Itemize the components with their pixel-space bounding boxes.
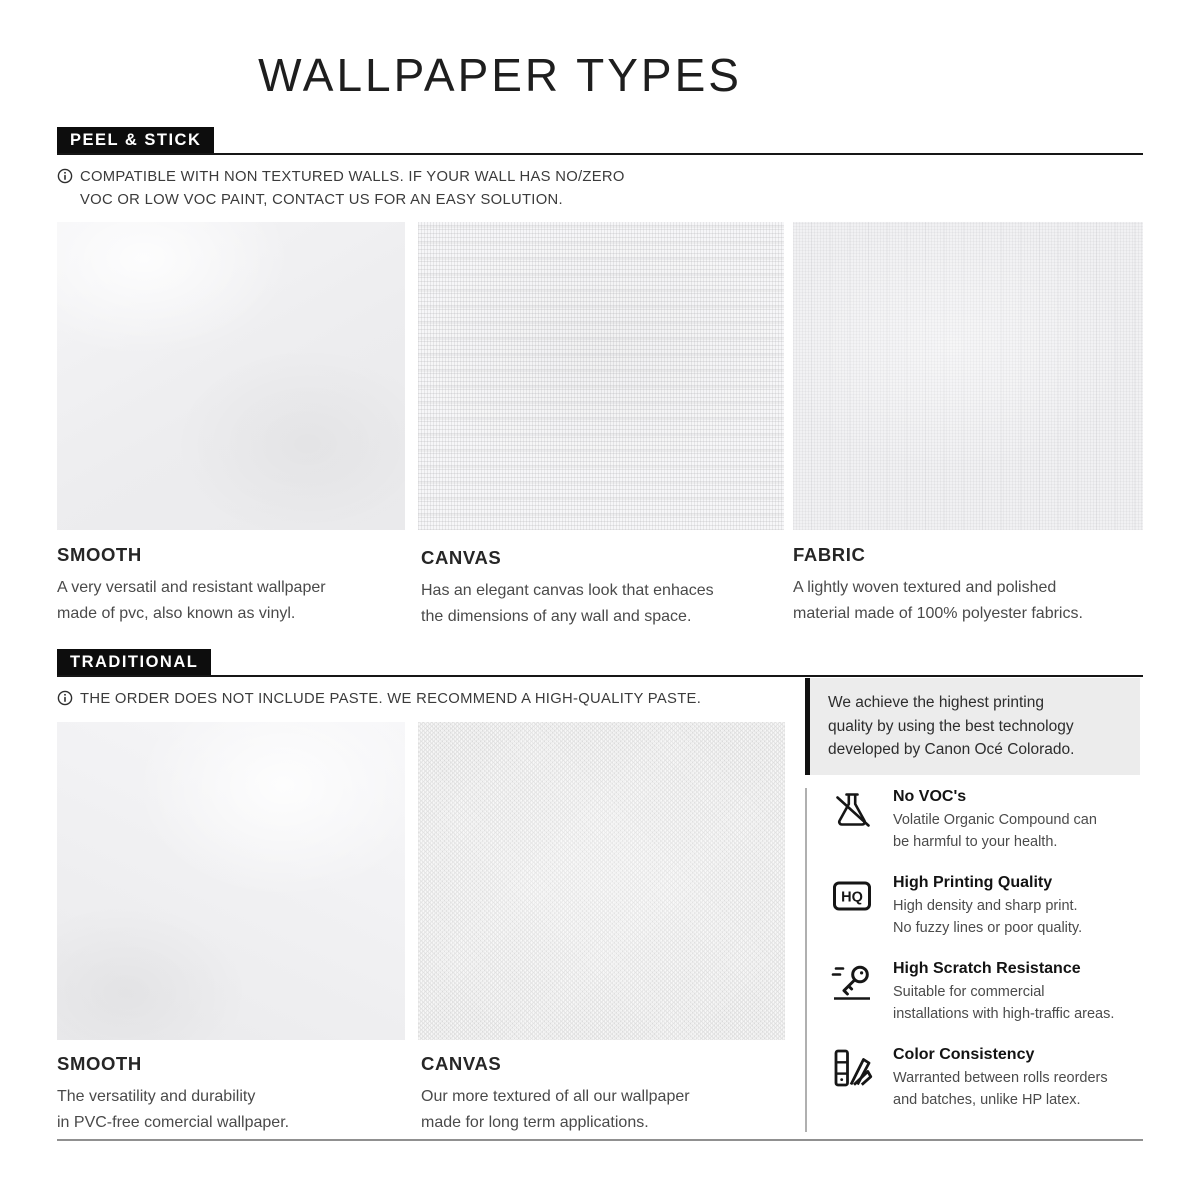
bottom-divider — [57, 1139, 1143, 1141]
hq-badge-icon — [829, 874, 875, 920]
info-icon — [57, 690, 73, 711]
feature-color-consistency — [829, 1046, 1143, 1112]
peel-stick-section-header — [57, 127, 1143, 155]
feature-high-scratch-resistance — [829, 960, 1143, 1026]
feature-list — [805, 788, 1143, 1132]
peel-stick-label: PEEL & STICK — [57, 127, 214, 153]
caption-smooth-traditional: SMOOTH The versatility and durability in PVC-free comercial wallpaper. — [57, 1053, 405, 1135]
swatch-title: SMOOTH — [57, 1053, 142, 1074]
traditional-label: TRADITIONAL — [57, 649, 211, 675]
page-title: WALLPAPER TYPES — [258, 49, 742, 101]
no-voc-flask-icon — [829, 788, 875, 834]
traditional-section-header — [57, 649, 1143, 677]
swatch-title: CANVAS — [421, 1053, 502, 1074]
swatch-canvas-traditional — [418, 722, 785, 1040]
feature-high-printing-quality — [829, 874, 1143, 940]
caption-canvas-peel: CANVAS Has an elegant canvas look that enhaces the dimensions of any wall and space. — [421, 547, 787, 629]
swatch-title: SMOOTH — [57, 544, 142, 565]
info-icon — [57, 168, 73, 189]
traditional-note — [57, 688, 701, 711]
caption-fabric-peel: FABRIC A lightly woven textured and polished material made of 100% polyester fabrics. — [793, 544, 1143, 626]
swatch-title: FABRIC — [793, 544, 866, 565]
note-text: THE ORDER DOES NOT INCLUDE PASTE. WE RECOMMEND A HIGH-QUALITY PASTE. — [80, 691, 702, 707]
feature-text: High Scratch Resistance Suitable for commercial installations with high-traffic areas. — [893, 960, 1115, 1022]
color-swatchbook-icon — [829, 1046, 875, 1092]
swatch-fabric-peel — [793, 222, 1143, 530]
key-scratch-icon — [829, 960, 875, 1006]
caption-canvas-traditional: CANVAS Our more textured of all our wallpaper made for long term applications. — [421, 1053, 787, 1135]
feature-no-voc — [829, 788, 1143, 854]
swatch-smooth-traditional — [57, 722, 405, 1040]
printing-quality-quote: We achieve the highest printing quality by using the best technology developed by Canon Océ Colorado. — [805, 678, 1140, 775]
peel-stick-note — [57, 166, 625, 211]
swatch-title: CANVAS — [421, 547, 502, 568]
feature-text: Color Consistency Warranted between rolls reorders and batches, unlike HP latex. — [893, 1046, 1108, 1108]
swatch-canvas-peel — [418, 222, 784, 530]
feature-text: High Printing Quality High density and sharp print. No fuzzy lines or poor quality. — [893, 874, 1083, 936]
swatch-smooth-peel — [57, 222, 405, 530]
note-text: COMPATIBLE WITH NON TEXTURED WALLS. IF YOUR WALL HAS NO/ZERO VOC OR LOW VOC PAINT, CONTACT US FOR AN EASY SOLUTION. — [80, 169, 625, 208]
feature-text: No VOC's Volatile Organic Compound can be harmful to your health. — [893, 788, 1097, 850]
caption-smooth-peel: SMOOTH A very versatil and resistant wallpaper made of pvc, also known as vinyl. — [57, 544, 405, 626]
svg-text:HQ: HQ — [841, 889, 863, 906]
